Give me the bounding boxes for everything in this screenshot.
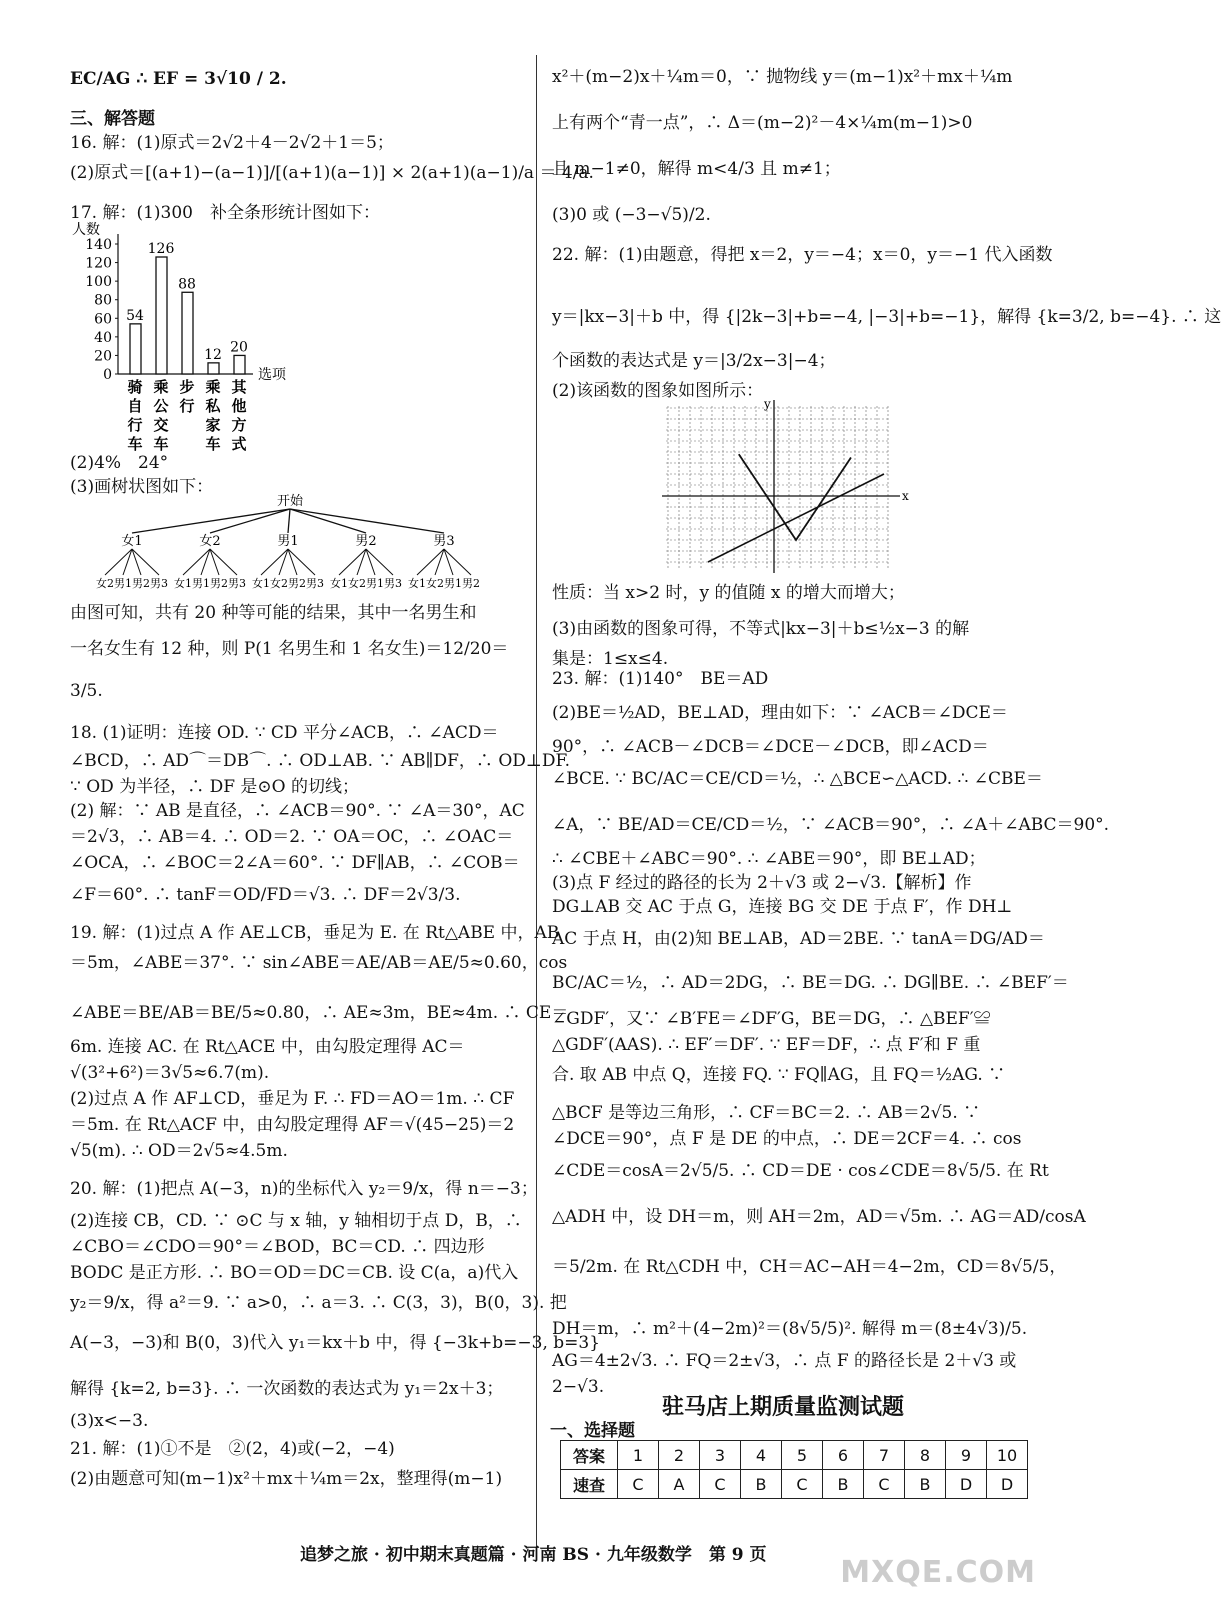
answer-letter: A bbox=[659, 1470, 700, 1499]
q17-part5: 一名女生有 12 种，则 P(1 名男生和 1 名女生)＝12/20＝ bbox=[70, 639, 509, 659]
answer-letter: B bbox=[741, 1470, 782, 1499]
bar bbox=[130, 324, 141, 374]
category-label-char: 式 bbox=[231, 435, 247, 453]
answer-number-row bbox=[561, 1441, 1028, 1470]
tree-level1-label: 男2 bbox=[355, 534, 377, 549]
category-label-char: 其 bbox=[231, 378, 247, 396]
bar bbox=[182, 292, 193, 374]
tree-branch bbox=[290, 509, 366, 533]
answer-letter: D bbox=[987, 1470, 1028, 1499]
y-tick-label: 80 bbox=[94, 292, 112, 309]
bar-value-label: 12 bbox=[204, 346, 222, 363]
tree-level2-label: 男1 bbox=[192, 577, 210, 590]
tree-level2-label: 男1 bbox=[444, 577, 462, 590]
q19-line4: 6m. 连接 AC. 在 Rt△ACE 中，由勾股定理得 AC＝ bbox=[70, 1037, 465, 1057]
tree-level2-label: 男2 bbox=[132, 577, 150, 590]
q21-cont1: x²＋(m−2)x＋¼m＝0，∵ 抛物线 y＝(m−1)x²＋mx＋¼m bbox=[552, 67, 1013, 87]
q22-line7: 集是：1≤x≤4. bbox=[552, 649, 669, 669]
q23-line5: ∠A，∵ BE/AD＝CE/CD＝½，∵ ∠ACB＝90°，∴ ∠A＋∠ABC＝90°. bbox=[552, 815, 1110, 835]
q17-part4: 由图可知，共有 20 种等可能的结果，其中一名男生和 bbox=[70, 603, 477, 623]
y-tick-label: 120 bbox=[85, 255, 112, 272]
bar-value-label: 126 bbox=[147, 241, 175, 257]
q20-line7: 解得 {k=2, b=3}. ∴ 一次函数的表达式为 y₁＝2x＋3； bbox=[70, 1379, 504, 1399]
category-label-char: 车 bbox=[153, 435, 169, 453]
q23-line12: △GDF′(AAS). ∴ EF′＝DF′. ∵ EF＝DF，∴ 点 F′和 F 重 bbox=[552, 1035, 981, 1055]
q18-line6: ∠OCA，∴ ∠BOC＝2∠A＝60°. ∵ DF∥AB，∴ ∠COB＝ bbox=[70, 853, 520, 873]
q21-line2: (2)由题意可知(m−1)x²＋mx＋¼m＝2x，整理得(m−1) bbox=[70, 1469, 503, 1489]
q23-line1: 23. 解：(1)140° BE＝AD bbox=[552, 669, 769, 689]
q23-line16: ∠CDE＝cosA＝2√5/5. ∴ CD＝DE · cos∠CDE＝8√5/5. 在 Rt bbox=[552, 1161, 1049, 1181]
watermark-logo: MXQE.COM bbox=[840, 1555, 1036, 1590]
tree-level2-label: 女2 bbox=[348, 577, 366, 590]
q17-part1: 17. 解：(1)300 补全条形统计图如下： bbox=[70, 203, 380, 223]
bar-value-label: 20 bbox=[230, 339, 248, 356]
y-tick-label: 0 bbox=[103, 367, 112, 383]
chart-y-title: 人数 bbox=[72, 222, 100, 238]
q18-line2: ∠BCD，∴ AD⌒＝DB⌒. ∴ OD⊥AB. ∵ AB∥DF，∴ OD⊥DF. bbox=[70, 751, 571, 771]
answer-number: 3 bbox=[700, 1441, 741, 1470]
tree-branch bbox=[132, 509, 290, 533]
tree-level1-label: 女2 bbox=[199, 534, 221, 549]
category-label-char: 自 bbox=[127, 397, 143, 415]
tree-level2-label: 男3 bbox=[306, 577, 324, 590]
q23-line8: DG⊥AB 交 AC 于点 G，连接 BG 交 DE 于点 F′，作 DH⊥ bbox=[552, 897, 1013, 917]
q18-line7: ∠F＝60°. ∴ tanF＝OD/FD＝√3. ∴ DF＝2√3/3. bbox=[70, 885, 461, 905]
q23-line19: DH＝m，∴ m²＋(4−2m)²＝(8√5/5)². 解得 m＝(8±4√3)/5. bbox=[552, 1319, 1028, 1339]
answer-number: 6 bbox=[823, 1441, 864, 1470]
q17-part2: (2)4% 24° bbox=[70, 453, 169, 473]
q19-line2: ＝5m，∠ABE＝37°. ∵ sin∠ABE＝AE/AB＝AE/5≈0.60，cos bbox=[70, 953, 568, 973]
category-label-char: 车 bbox=[127, 435, 143, 453]
q18-line1: 18. (1)证明：连接 OD. ∵ CD 平分∠ACB，∴ ∠ACD＝ bbox=[70, 723, 499, 743]
category-label-char: 行 bbox=[179, 397, 195, 415]
exam-title: 驻马店上期质量监测试题 bbox=[662, 1394, 905, 1420]
q23-line21: 2−√3. bbox=[552, 1377, 605, 1397]
bar-value-label: 88 bbox=[178, 276, 196, 293]
answer-number: 8 bbox=[905, 1441, 946, 1470]
graph-x-label: x bbox=[902, 489, 909, 503]
q23-line10: BC/AC＝½，∴ AD＝2DG，∴ BE＝DG. ∴ DG∥BE. ∴ ∠BEF′＝ bbox=[552, 973, 1069, 993]
y-tick-label: 40 bbox=[94, 329, 112, 346]
answer-letter-row bbox=[561, 1470, 1028, 1499]
q17-part3: (3)画树状图如下： bbox=[70, 477, 214, 497]
tree-branch bbox=[290, 509, 444, 533]
answer-number: 7 bbox=[864, 1441, 905, 1470]
tree-level2-label: 女1 bbox=[408, 577, 426, 590]
category-label-char: 他 bbox=[231, 397, 247, 415]
q20-line4: BODC 是正方形. ∴ BO＝OD＝DC＝CB. 设 C(a，a)代入 bbox=[70, 1263, 519, 1283]
tree-root-label: 开始 bbox=[276, 494, 304, 509]
q22-line1: 22. 解：(1)由题意，得把 x＝2，y＝−4；x＝0，y＝−1 代入函数 bbox=[552, 245, 1053, 265]
q19-line3: ∠ABE＝BE/AB＝BE/5≈0.80，∴ AE≈3m，BE≈4m. ∴ CE＝ bbox=[70, 1003, 569, 1023]
answer-number: 1 bbox=[618, 1441, 659, 1470]
tree-level2-label: 女1 bbox=[252, 577, 270, 590]
tree-level2-label: 女2 bbox=[426, 577, 444, 590]
q23-line4: ∠BCE. ∵ BC/AC＝CE/CD＝½，∴ △BCE∽△ACD. ∴ ∠CBE＝ bbox=[552, 769, 1043, 789]
category-label-char: 骑 bbox=[127, 378, 143, 396]
q22-line2: y＝|kx−3|＋b 中，得 {|2k−3|+b=−4, |−3|+b=−1}，解得 {k=3/2, b=−4}. ∴ 这 bbox=[552, 307, 1221, 327]
answer-letter: C bbox=[618, 1470, 659, 1499]
q18-line3: ∵ OD 为半径，∴ DF 是⊙O 的切线； bbox=[70, 777, 360, 797]
page-footer: 追梦之旅 · 初中期末真题篇 · 河南 BS · 九年级数学 第 9 页 bbox=[300, 1545, 767, 1565]
q20-line8: (3)x<−3. bbox=[70, 1411, 149, 1431]
tree-level2-label: 女1 bbox=[174, 577, 192, 590]
tree-branch bbox=[288, 509, 290, 533]
tree-level1-label: 女1 bbox=[121, 534, 143, 549]
tree-level2-label: 男2 bbox=[210, 577, 228, 590]
q19-line1: 19. 解：(1)过点 A 作 AE⊥CB，垂足为 E. 在 Rt△ABE 中，AB bbox=[70, 923, 560, 943]
function-graph bbox=[662, 398, 912, 573]
q22-line4: (2)该函数的图象如图所示： bbox=[552, 381, 764, 401]
tree-level2-label: 男1 bbox=[114, 577, 132, 590]
column-divider bbox=[536, 55, 537, 1555]
q16-part1: 16. 解：(1)原式＝2√2＋4－2√2＋1＝5； bbox=[70, 133, 394, 153]
q23-line2: (2)BE＝½AD，BE⊥AD，理由如下：∵ ∠ACB＝∠DCE＝ bbox=[552, 703, 1008, 723]
tree-level2-label: 男1 bbox=[366, 577, 384, 590]
bar-chart bbox=[70, 222, 310, 452]
q23-line9: AC 于点 H，由(2)知 BE⊥AB，AD＝2BE. ∵ tanA＝DG/AD＝ bbox=[552, 929, 1045, 949]
q23-line14: △BCF 是等边三角形，∴ CF＝BC＝2. ∴ AB＝2√5. ∵ bbox=[552, 1103, 981, 1123]
x-axis-label: 选项 bbox=[258, 367, 286, 383]
y-tick-label: 100 bbox=[85, 274, 112, 291]
tree-level1-label: 男3 bbox=[433, 534, 455, 549]
bar-value-label: 54 bbox=[126, 307, 144, 324]
q23-line17: △ADH 中，设 DH＝m，则 AH＝2m，AD＝√5m. ∴ AG＝AD/cosA bbox=[552, 1207, 1086, 1227]
category-label-char: 乘 bbox=[153, 378, 169, 396]
answer-letter: C bbox=[864, 1470, 905, 1499]
bar bbox=[234, 355, 245, 374]
q19-line8: √5(m). ∴ OD＝2√5≈4.5m. bbox=[70, 1141, 288, 1161]
answer-letter: C bbox=[700, 1470, 741, 1499]
q23-line13: 合. 取 AB 中点 Q，连接 FQ. ∵ FQ∥AG，且 FQ＝½AG. ∵ bbox=[552, 1065, 1006, 1085]
q21-cont2: 上有两个“青一点”，∴ Δ＝(m−2)²－4×¼m(m−1)>0 bbox=[552, 113, 973, 133]
q18-line5: ＝2√3，∴ AB＝4. ∴ OD＝2. ∵ OA＝OC，∴ ∠OAC＝ bbox=[70, 827, 514, 847]
answer-number: 5 bbox=[782, 1441, 823, 1470]
q23-line20: AG＝4±2√3. ∴ FQ＝2±√3，∴ 点 F 的路径长是 2＋√3 或 bbox=[552, 1351, 1017, 1371]
q19-line5: √(3²+6²)＝3√5≈6.7(m). bbox=[70, 1063, 270, 1083]
tree-level2-label: 女2 bbox=[96, 577, 114, 590]
tree-level2-label: 男3 bbox=[384, 577, 402, 590]
q23-line15: ∠DCE＝90°，点 F 是 DE 的中点，∴ DE＝2CF＝4. ∴ cos bbox=[552, 1129, 1022, 1149]
q21-cont3: 且 m−1≠0，解得 m<4/3 且 m≠1； bbox=[552, 159, 841, 179]
answer-number: 9 bbox=[946, 1441, 987, 1470]
q19-line6: (2)过点 A 作 AF⊥CD，垂足为 F. ∴ FD＝AO＝1m. ∴ CF bbox=[70, 1089, 515, 1109]
category-label-char: 行 bbox=[127, 416, 143, 434]
q18-line4: (2) 解：∵ AB 是直径，∴ ∠ACB＝90°. ∵ ∠A＝30°，AC bbox=[70, 801, 525, 821]
q23-line7: (3)点 F 经过的路径的长为 2＋√3 或 2−√3.【解析】作 bbox=[552, 873, 972, 893]
answer-letter: B bbox=[905, 1470, 946, 1499]
q20-line2: (2)连接 CB，CD. ∵ ⊙C 与 x 轴，y 轴相切于点 D，B，∴ bbox=[70, 1211, 522, 1231]
tree-branch bbox=[210, 509, 290, 533]
graph-y-label: y bbox=[764, 397, 771, 411]
q15-tail: EC/AG ∴ EF = 3√10 / 2. bbox=[70, 69, 287, 89]
q19-line7: ＝5m. 在 Rt△ACF 中，由勾股定理得 AF＝√(45−25)＝2 bbox=[70, 1115, 515, 1135]
tree-diagram bbox=[70, 495, 520, 600]
section-heading: 三、解答题 bbox=[70, 109, 155, 129]
q23-line11: ∠GDF′，又∵ ∠B′FE＝∠DF′G，BE＝DG，∴ △BEF′≌ bbox=[552, 1009, 991, 1029]
bar bbox=[156, 257, 167, 374]
q23-line6: ∴ ∠CBE＋∠ABC＝90°. ∴ ∠ABE＝90°，即 BE⊥AD； bbox=[552, 849, 986, 869]
tree-level2-label: 男2 bbox=[462, 577, 480, 590]
q20-line1: 20. 解：(1)把点 A(−3，n)的坐标代入 y₂＝9/x，得 n＝−3； bbox=[70, 1179, 538, 1199]
q22-line3: 个函数的表达式是 y＝|3/2x−3|−4； bbox=[552, 351, 836, 371]
answer-row-label: 速查 bbox=[561, 1470, 618, 1499]
tree-level1-label: 男1 bbox=[277, 534, 299, 549]
answer-table bbox=[560, 1440, 1028, 1499]
abs-function-curve bbox=[739, 454, 851, 540]
answer-number: 4 bbox=[741, 1441, 782, 1470]
choice-heading: 一、选择题 bbox=[550, 1421, 635, 1441]
y-tick-label: 60 bbox=[94, 311, 112, 328]
tree-level2-label: 女2 bbox=[270, 577, 288, 590]
category-label-char: 方 bbox=[231, 416, 247, 434]
tree-level2-label: 男2 bbox=[288, 577, 306, 590]
category-label-char: 交 bbox=[153, 416, 169, 434]
q21-cont4: (3)0 或 (−3−√5)/2. bbox=[552, 205, 711, 225]
category-label-char: 家 bbox=[205, 416, 221, 434]
tree-level2-label: 男3 bbox=[150, 577, 168, 590]
category-label-char: 车 bbox=[205, 435, 221, 453]
q23-line3: 90°，∴ ∠ACB－∠DCB＝∠DCE－∠DCB，即∠ACD＝ bbox=[552, 737, 989, 757]
answer-number: 2 bbox=[659, 1441, 700, 1470]
q23-line18: ＝5/2m. 在 Rt△CDH 中，CH＝AC−AH＝4−2m，CD＝8√5/5， bbox=[552, 1257, 1067, 1277]
y-tick-label: 140 bbox=[85, 237, 112, 253]
category-label-char: 乘 bbox=[205, 378, 221, 396]
q20-line5: y₂＝9/x，得 a²＝9. ∵ a>0，∴ a＝3. ∴ C(3，3)，B(0，3). 把 bbox=[70, 1293, 567, 1313]
tree-level2-label: 男3 bbox=[228, 577, 246, 590]
tree-level2-label: 女1 bbox=[330, 577, 348, 590]
q20-line6: A(−3，−3)和 B(0，3)代入 y₁＝kx＋b 中，得 {−3k+b=−3, b=3} bbox=[70, 1333, 601, 1353]
category-label-char: 私 bbox=[205, 397, 221, 415]
category-label-char: 步 bbox=[179, 378, 195, 396]
q16-part2: (2)原式＝[(a+1)−(a−1)]/[(a+1)(a−1)] × 2(a+1)(a−1)/a ＝ 4/a. bbox=[70, 163, 594, 183]
bar bbox=[208, 363, 219, 374]
q22-line6: (3)由函数的图象可得，不等式|kx−3|＋b≤½x−3 的解 bbox=[552, 619, 970, 639]
q21-line1: 21. 解：(1)①不是 ②(2，4)或(−2，−4) bbox=[70, 1439, 395, 1459]
answer-letter: C bbox=[782, 1470, 823, 1499]
answer-letter: B bbox=[823, 1470, 864, 1499]
q22-line5: 性质：当 x>2 时，y 的值随 x 的增大而增大； bbox=[552, 583, 905, 603]
q20-line3: ∠CBO＝∠CDO＝90°＝∠BOD，BC＝CD. ∴ 四边形 bbox=[70, 1237, 485, 1257]
answer-header: 答案 bbox=[561, 1441, 618, 1470]
y-tick-label: 20 bbox=[94, 348, 112, 365]
category-label-char: 公 bbox=[153, 397, 169, 415]
answer-letter: D bbox=[946, 1470, 987, 1499]
q17-part6: 3/5. bbox=[70, 681, 103, 701]
answer-number: 10 bbox=[987, 1441, 1028, 1470]
